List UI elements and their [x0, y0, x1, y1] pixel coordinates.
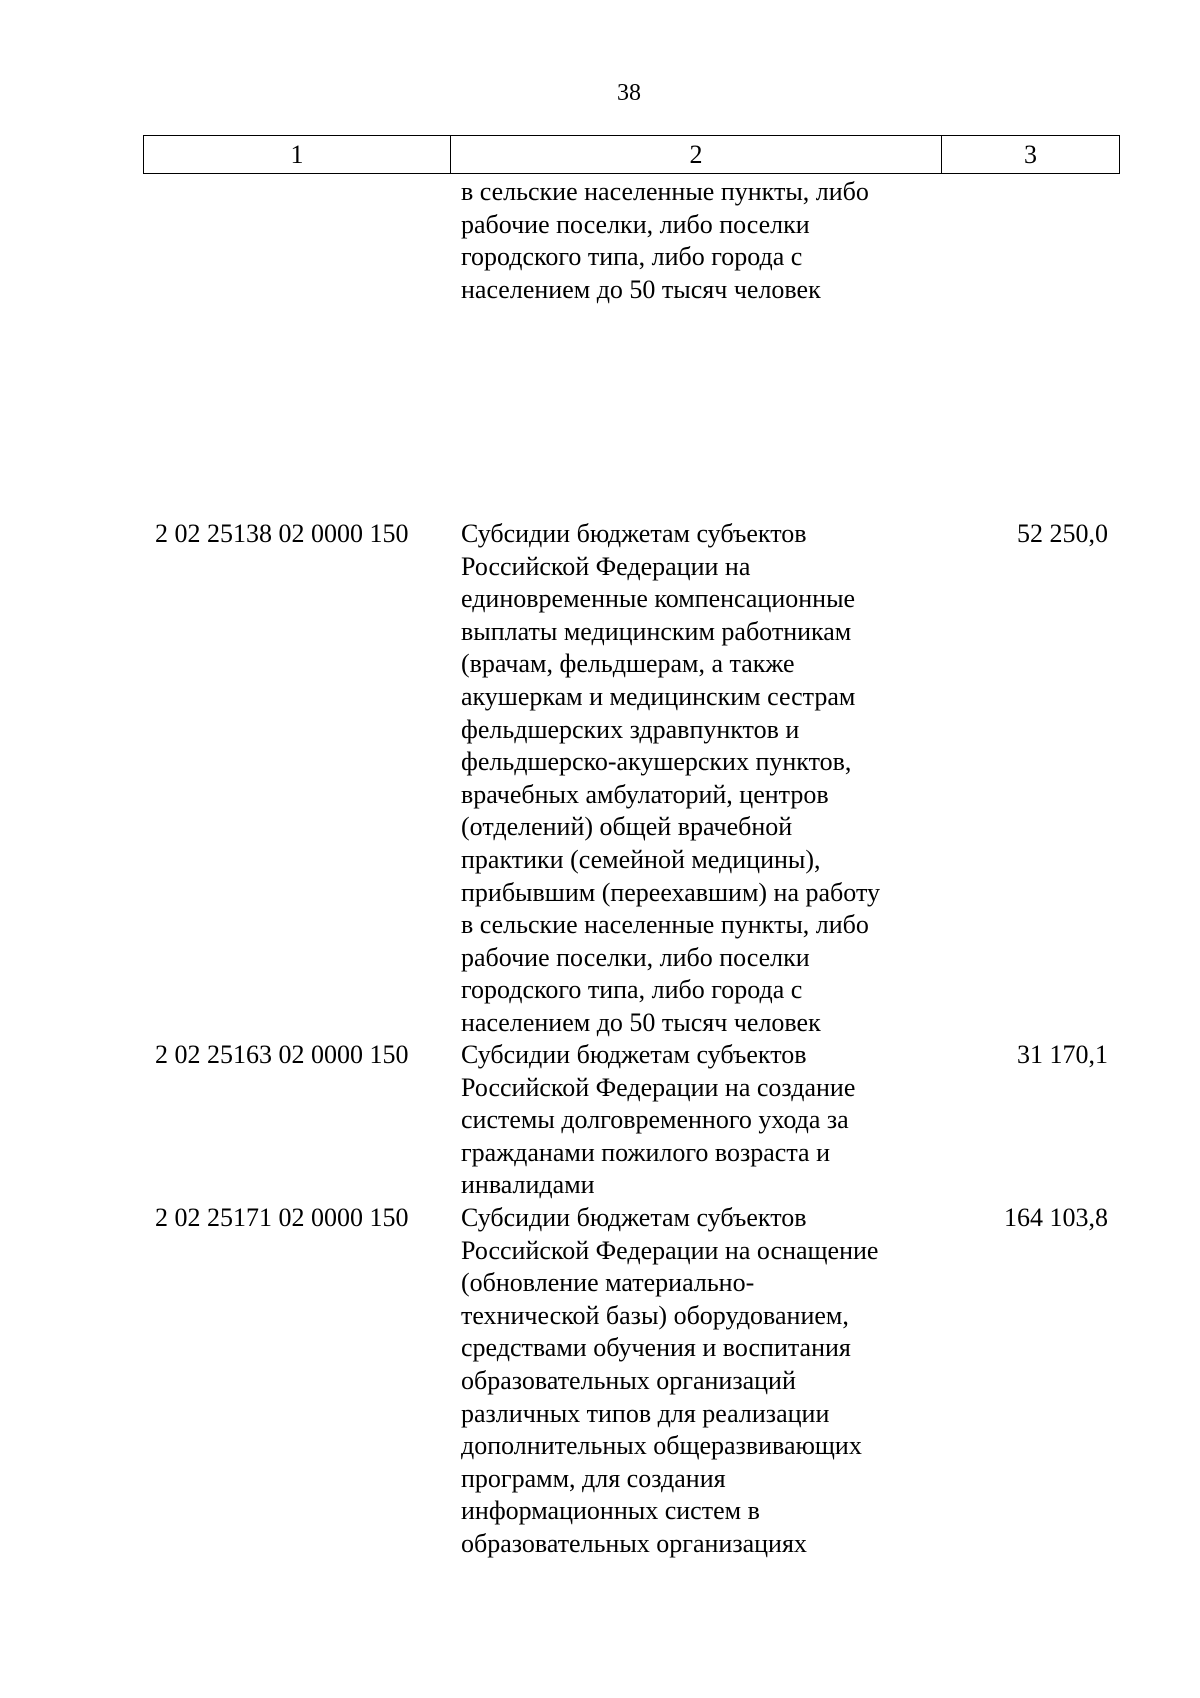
description-line: гражданами пожилого возраста и	[461, 1137, 830, 1167]
column-header-3: 3	[942, 136, 1120, 174]
description-line: фельдшерско-акушерских пунктов,	[461, 747, 852, 777]
description-line: городского типа, либо города с	[461, 975, 803, 1005]
column-header-1: 1	[144, 136, 451, 174]
description-line: прибывшим (переехавшим) на работу	[461, 877, 880, 907]
description-line: (отделений) общей врачебной	[461, 812, 793, 842]
description-line: в сельские населенные пункты, либо	[461, 177, 869, 206]
description-line: дополнительных общеразвивающих	[461, 1431, 862, 1461]
description-line: различных типов для реализации	[461, 1398, 830, 1428]
description-line: Российской Федерации на оснащение	[461, 1235, 879, 1265]
table-header-row	[144, 136, 1120, 174]
description-line: Российской Федерации на создание	[461, 1072, 856, 1102]
row-3-code: 2 02 25171 02 0000 150	[155, 1203, 409, 1232]
description-line: образовательных организациях	[461, 1528, 807, 1558]
description-line: информационных систем в	[461, 1496, 760, 1526]
page-number: 38	[617, 80, 641, 106]
column-header-2: 2	[451, 136, 942, 174]
row-2-code: 2 02 25163 02 0000 150	[155, 1040, 409, 1069]
description-line: Российской Федерации на	[461, 551, 751, 581]
description-line: акушеркам и медицинским сестрам	[461, 681, 856, 711]
description-line: Субсидии бюджетам субъектов	[461, 1203, 807, 1232]
row-3-amount: 164 103,8	[1004, 1203, 1108, 1232]
description-line: образовательных организаций	[461, 1365, 796, 1395]
description-line: в сельские населенные пункты, либо	[461, 910, 869, 940]
row-1-code: 2 02 25138 02 0000 150	[155, 519, 409, 548]
description-line: рабочие поселки, либо поселки	[461, 209, 810, 239]
description-line: городского типа, либо города с	[461, 242, 803, 272]
description-line: выплаты медицинским работникам	[461, 616, 852, 646]
description-line: инвалидами	[461, 1170, 595, 1200]
description-line: врачебных амбулаторий, центров	[461, 779, 829, 809]
description-line: фельдшерских здравпунктов и	[461, 714, 800, 744]
description-line: рабочие поселки, либо поселки	[461, 942, 810, 972]
description-line: (обновление материально-	[461, 1268, 755, 1298]
row-1-description	[461, 518, 931, 1040]
continuation-description	[461, 176, 931, 306]
row-1-amount: 52 250,0	[1017, 519, 1108, 548]
description-line: средствами обучения и воспитания	[461, 1333, 851, 1363]
description-line: практики (семейной медицины),	[461, 844, 821, 874]
description-line: технической базы) оборудованием,	[461, 1300, 849, 1330]
row-2-description	[461, 1039, 931, 1202]
table-header	[143, 135, 1120, 174]
description-line: (врачам, фельдшерам, а также	[461, 649, 795, 679]
description-line: единовременные компенсационные	[461, 584, 856, 614]
row-3-description	[461, 1202, 931, 1561]
description-line: населением до 50 тысяч человек	[461, 274, 821, 304]
description-line: Субсидии бюджетам субъектов	[461, 519, 807, 548]
description-line: населением до 50 тысяч человек	[461, 1007, 821, 1037]
description-line: программ, для создания	[461, 1463, 726, 1493]
row-2-amount: 31 170,1	[1017, 1040, 1108, 1069]
description-line: Субсидии бюджетам субъектов	[461, 1040, 807, 1069]
description-line: системы долговременного ухода за	[461, 1105, 849, 1135]
